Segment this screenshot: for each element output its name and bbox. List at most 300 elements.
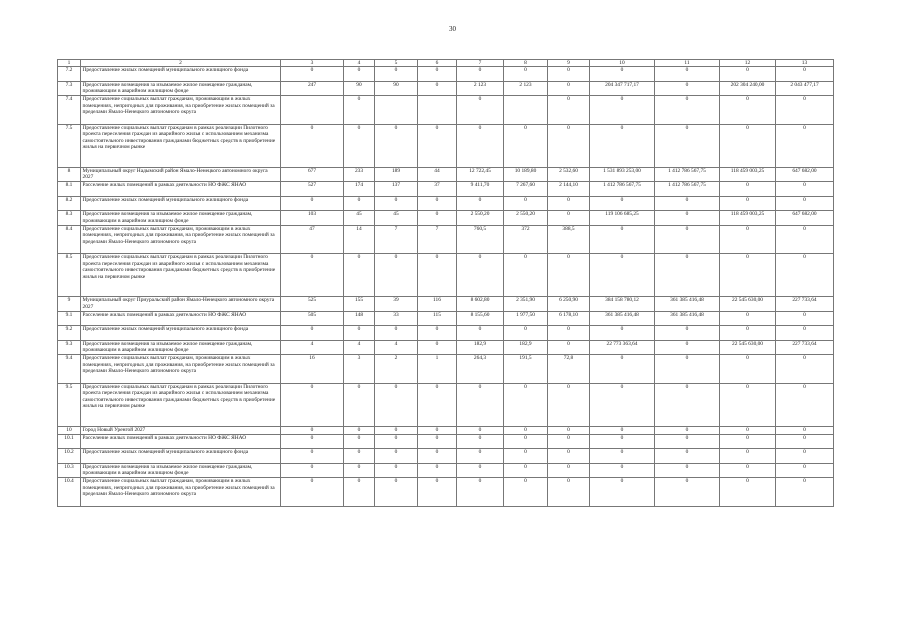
value-cell: 0 <box>548 383 590 426</box>
value-cell: 0 <box>776 383 834 426</box>
table-row <box>58 355 834 384</box>
row-number-cell: 8.5 <box>58 254 81 297</box>
value-cell: 2 144,10 <box>548 182 590 197</box>
value-cell: 0 <box>548 124 590 167</box>
value-cell: 0 <box>590 196 655 211</box>
row-number-cell: 7.5 <box>58 124 81 167</box>
value-cell: 0 <box>504 463 548 478</box>
value-cell: 39 <box>375 297 418 312</box>
value-cell: 0 <box>457 426 504 434</box>
value-cell: 0 <box>776 449 834 464</box>
row-number-cell: 9.3 <box>58 340 81 355</box>
value-cell: 647 682,00 <box>776 167 834 182</box>
value-cell: 0 <box>375 124 418 167</box>
value-cell: 0 <box>590 326 655 341</box>
value-cell: 0 <box>720 355 776 384</box>
value-cell: 4 <box>375 340 418 355</box>
value-cell: 0 <box>418 124 457 167</box>
header-cell: 6 <box>418 60 457 67</box>
value-cell: 2 043 477,17 <box>776 81 834 96</box>
value-cell: 0 <box>590 434 655 449</box>
row-name-cell: Предоставление социальных выплат гражданам в рамках реализации Пилотного проекта переселения граждан из аварийного жилья с использованием механизма самостоятельного инвестирования гражданами бюджетных средств в приобретение жилья на первичном рынке <box>81 383 281 426</box>
value-cell: 0 <box>457 96 504 125</box>
table-row <box>58 254 834 297</box>
value-cell: 0 <box>457 326 504 341</box>
resettlement-table <box>57 59 834 507</box>
row-name-cell: Предоставление социальных выплат гражданам в рамках реализации Пилотного проекта переселения граждан из аварийного жилья с использованием механизма самостоятельного инвестирования гражданами бюджетных средств в приобретение жилья на первичном рынке <box>81 254 281 297</box>
value-cell: 22 773 363,64 <box>590 340 655 355</box>
value-cell: 0 <box>344 426 375 434</box>
value-cell: 0 <box>281 67 344 82</box>
value-cell: 1 412 786 567,75 <box>655 167 720 182</box>
value-cell: 0 <box>655 355 720 384</box>
value-cell: 0 <box>548 81 590 96</box>
value-cell: 0 <box>281 326 344 341</box>
value-cell: 0 <box>590 426 655 434</box>
value-cell: 0 <box>655 434 720 449</box>
value-cell: 0 <box>418 340 457 355</box>
value-cell: 227 733,64 <box>776 297 834 312</box>
value-cell: 388,5 <box>548 225 590 254</box>
value-cell: 0 <box>457 254 504 297</box>
row-name-cell: Расселение жилых помещений в рамках деятельности НО ФЖС ЯНАО <box>81 182 281 197</box>
header-cell: 11 <box>655 60 720 67</box>
value-cell: 0 <box>655 196 720 211</box>
value-cell: 0 <box>720 225 776 254</box>
value-cell: 116 <box>418 297 457 312</box>
value-cell: 2 532,60 <box>548 167 590 182</box>
value-cell: 0 <box>590 67 655 82</box>
value-cell: 233 <box>344 167 375 182</box>
value-cell: 0 <box>655 225 720 254</box>
value-cell: 7 267,60 <box>504 182 548 197</box>
row-name-cell: Предоставление возмещения за изымаемое жилое помещение гражданам, проживающим в аварийном жилищном фонде <box>81 81 281 96</box>
row-name-cell: Предоставление жилых помещений муниципального жилищного фонда <box>81 196 281 211</box>
value-cell: 0 <box>375 254 418 297</box>
page-number: 30 <box>449 25 456 33</box>
value-cell: 72,8 <box>548 355 590 384</box>
table-row <box>58 96 834 125</box>
value-cell: 0 <box>344 434 375 449</box>
value-cell: 1 <box>418 355 457 384</box>
table-row <box>58 67 834 82</box>
value-cell: 0 <box>720 67 776 82</box>
row-name-cell: Предоставление социальных выплат гражданам в рамках реализации Пилотного проекта переселения граждан из аварийного жилья с использованием механизма самостоятельного инвестирования гражданами бюджетных средств в приобретение жилья на первичном рынке <box>81 124 281 167</box>
value-cell: 0 <box>281 478 344 507</box>
value-cell: 0 <box>720 311 776 326</box>
value-cell: 137 <box>375 182 418 197</box>
value-cell: 0 <box>375 67 418 82</box>
value-cell: 0 <box>590 96 655 125</box>
value-cell: 0 <box>457 478 504 507</box>
value-cell: 0 <box>655 426 720 434</box>
row-number-cell: 8 <box>58 167 81 182</box>
value-cell: 0 <box>548 196 590 211</box>
value-cell: 0 <box>418 449 457 464</box>
row-number-cell: 7.2 <box>58 67 81 82</box>
value-cell: 8 602,80 <box>457 297 504 312</box>
value-cell: 14 <box>344 225 375 254</box>
row-name-cell: Предоставление социальных выплат гражданам, проживающим в жилых помещениях, непригодных для проживания, на приобретение жилых помещений за пределами Ямало-Ненецкого автономного округа <box>81 225 281 254</box>
value-cell: 0 <box>375 383 418 426</box>
value-cell <box>504 96 548 125</box>
value-cell: 47 <box>281 225 344 254</box>
header-cell: 13 <box>776 60 834 67</box>
value-cell: 0 <box>344 383 375 426</box>
table-row <box>58 426 834 434</box>
value-cell: 0 <box>281 196 344 211</box>
value-cell: 0 <box>776 96 834 125</box>
value-cell: 0 <box>776 254 834 297</box>
value-cell: 0 <box>418 478 457 507</box>
value-cell: 505 <box>281 311 344 326</box>
value-cell: 0 <box>504 383 548 426</box>
value-cell: 0 <box>504 434 548 449</box>
value-cell <box>418 96 457 125</box>
header-cell: 3 <box>281 60 344 67</box>
value-cell: 12 722,45 <box>457 167 504 182</box>
value-cell: 0 <box>776 355 834 384</box>
value-cell: 2 <box>375 355 418 384</box>
value-cell: 0 <box>375 196 418 211</box>
header-cell: 2 <box>81 60 281 67</box>
header-row <box>58 60 834 67</box>
value-cell: 0 <box>418 383 457 426</box>
value-cell: 0 <box>776 182 834 197</box>
value-cell: 0 <box>504 449 548 464</box>
value-cell: 0 <box>457 434 504 449</box>
row-name-cell: Предоставление социальных выплат гражданам, проживающим в жилых помещениях, непригодных для проживания, на приобретение жилых помещений за пределами Ямало-Ненецкого автономного округа <box>81 478 281 507</box>
value-cell: 0 <box>504 426 548 434</box>
table-row <box>58 311 834 326</box>
value-cell: 4 <box>344 340 375 355</box>
row-name-cell: Предоставление жилых помещений муниципального жилищного фонда <box>81 326 281 341</box>
value-cell: 119 106 685,25 <box>590 211 655 226</box>
table-row <box>58 211 834 226</box>
row-name-cell: Предоставление возмещения за изымаемое жилое помещение гражданам, проживающим в аварийном жилищном фонде <box>81 211 281 226</box>
header-cell: 10 <box>590 60 655 67</box>
value-cell: 118 459 003,25 <box>720 211 776 226</box>
table-row <box>58 124 834 167</box>
value-cell: 0 <box>776 478 834 507</box>
value-cell: 0 <box>418 67 457 82</box>
table-body <box>58 60 834 507</box>
value-cell: 0 <box>776 426 834 434</box>
value-cell: 148 <box>344 311 375 326</box>
value-cell: 0 <box>655 478 720 507</box>
value-cell: 4 <box>281 340 344 355</box>
value-cell: 0 <box>504 254 548 297</box>
value-cell: 103 <box>281 211 344 226</box>
value-cell: 90 <box>375 81 418 96</box>
row-number-cell: 10.1 <box>58 434 81 449</box>
value-cell: 0 <box>457 449 504 464</box>
row-number-cell: 8.3 <box>58 211 81 226</box>
value-cell: 0 <box>776 311 834 326</box>
value-cell: 0 <box>548 67 590 82</box>
value-cell: 1 977,50 <box>504 311 548 326</box>
value-cell: 227 733,64 <box>776 340 834 355</box>
value-cell: 0 <box>418 81 457 96</box>
value-cell: 0 <box>375 434 418 449</box>
table-row <box>58 449 834 464</box>
value-cell: 0 <box>281 383 344 426</box>
value-cell: 0 <box>344 463 375 478</box>
value-cell: 8 155,60 <box>457 311 504 326</box>
value-cell: 0 <box>776 463 834 478</box>
value-cell: 361 385 416,48 <box>655 311 720 326</box>
value-cell: 264,3 <box>457 355 504 384</box>
value-cell: 115 <box>418 311 457 326</box>
value-cell: 0 <box>776 225 834 254</box>
value-cell: 0 <box>418 426 457 434</box>
value-cell: 0 <box>504 196 548 211</box>
table-row <box>58 196 834 211</box>
row-name-cell: Предоставление жилых помещений муниципального жилищного фонда <box>81 67 281 82</box>
row-number-cell: 8.2 <box>58 196 81 211</box>
value-cell: 0 <box>418 326 457 341</box>
value-cell: 45 <box>344 211 375 226</box>
table-row <box>58 340 834 355</box>
value-cell: 0 <box>457 67 504 82</box>
value-cell: 361 385 416,48 <box>655 297 720 312</box>
value-cell: 0 <box>655 211 720 226</box>
row-number-cell: 10.2 <box>58 449 81 464</box>
value-cell: 0 <box>344 478 375 507</box>
value-cell: 2 351,90 <box>504 297 548 312</box>
value-cell: 0 <box>590 225 655 254</box>
value-cell: 191,5 <box>504 355 548 384</box>
value-cell: 182,9 <box>504 340 548 355</box>
value-cell: 0 <box>655 81 720 96</box>
header-cell: 12 <box>720 60 776 67</box>
value-cell: 0 <box>655 326 720 341</box>
row-name-cell: Предоставление социальных выплат гражданам, проживающим в жилых помещениях, непригодных для проживания, на приобретение жилых помещений за пределами Ямало-Ненецкого автономного округа <box>81 355 281 384</box>
value-cell: 7 <box>375 225 418 254</box>
value-cell: 0 <box>375 478 418 507</box>
value-cell: 525 <box>281 297 344 312</box>
value-cell: 2 123 <box>504 81 548 96</box>
value-cell: 0 <box>344 124 375 167</box>
value-cell: 0 <box>548 340 590 355</box>
value-cell: 0 <box>720 434 776 449</box>
header-cell: 4 <box>344 60 375 67</box>
value-cell: 0 <box>590 449 655 464</box>
value-cell: 0 <box>418 211 457 226</box>
value-cell: 0 <box>720 383 776 426</box>
value-cell: 0 <box>548 463 590 478</box>
value-cell: 0 <box>548 254 590 297</box>
value-cell: 0 <box>457 124 504 167</box>
row-name-cell: Муниципальный округ Надымский район Ямало-Ненецкого автономного округа 2027 <box>81 167 281 182</box>
row-number-cell: 10 <box>58 426 81 434</box>
value-cell: 0 <box>281 434 344 449</box>
table-row <box>58 81 834 96</box>
table-row <box>58 167 834 182</box>
value-cell: 0 <box>281 449 344 464</box>
value-cell: 0 <box>418 434 457 449</box>
table-row <box>58 478 834 507</box>
value-cell: 247 <box>281 81 344 96</box>
value-cell: 0 <box>590 124 655 167</box>
value-cell: 7 <box>418 225 457 254</box>
value-cell: 0 <box>281 254 344 297</box>
value-cell: 0 <box>655 96 720 125</box>
value-cell: 182,9 <box>457 340 504 355</box>
value-cell: 0 <box>375 426 418 434</box>
header-cell: 8 <box>504 60 548 67</box>
value-cell: 37 <box>418 182 457 197</box>
value-cell: 189 <box>375 167 418 182</box>
value-cell: 2 550,20 <box>457 211 504 226</box>
table-row <box>58 434 834 449</box>
value-cell: 45 <box>375 211 418 226</box>
value-cell: 0 <box>457 196 504 211</box>
value-cell: 0 <box>720 463 776 478</box>
value-cell: 3 <box>344 355 375 384</box>
value-cell: 0 <box>776 434 834 449</box>
value-cell: 647 682,00 <box>776 211 834 226</box>
value-cell: 44 <box>418 167 457 182</box>
value-cell: 0 <box>776 326 834 341</box>
value-cell: 0 <box>590 383 655 426</box>
value-cell: 0 <box>281 124 344 167</box>
row-number-cell: 9.2 <box>58 326 81 341</box>
value-cell: 0 <box>655 383 720 426</box>
value-cell: 0 <box>548 326 590 341</box>
table-row <box>58 383 834 426</box>
value-cell: 0 <box>504 326 548 341</box>
value-cell: 0 <box>720 449 776 464</box>
value-cell: 22 545 630,00 <box>720 297 776 312</box>
value-cell: 0 <box>548 426 590 434</box>
value-cell: 174 <box>344 182 375 197</box>
value-cell: 0 <box>344 326 375 341</box>
value-cell: 9 411,70 <box>457 182 504 197</box>
value-cell: 10 189,80 <box>504 167 548 182</box>
value-cell: 0 <box>504 478 548 507</box>
row-number-cell: 10.3 <box>58 463 81 478</box>
row-name-cell: Расселение жилых помещений в рамках деятельности НО ФЖС ЯНАО <box>81 434 281 449</box>
value-cell: 0 <box>655 254 720 297</box>
value-cell: 90 <box>344 81 375 96</box>
row-name-cell: Муниципальный округ Приуральский район Ямало-Ненецкого автономного округа 2027 <box>81 297 281 312</box>
table-row <box>58 326 834 341</box>
value-cell: 202 304 240,00 <box>720 81 776 96</box>
row-name-cell: Предоставление возмещения за изымаемое жилое помещение гражданам, проживающим в аварийном жилищном фонде <box>81 340 281 355</box>
value-cell: 0 <box>375 463 418 478</box>
header-cell: 9 <box>548 60 590 67</box>
value-cell: 0 <box>548 449 590 464</box>
value-cell: 527 <box>281 182 344 197</box>
row-number-cell: 9.5 <box>58 383 81 426</box>
table-row <box>58 463 834 478</box>
value-cell: 0 <box>548 478 590 507</box>
row-number-cell: 10.4 <box>58 478 81 507</box>
table-row <box>58 182 834 197</box>
value-cell: 0 <box>720 326 776 341</box>
value-cell: 0 <box>720 478 776 507</box>
value-cell <box>375 96 418 125</box>
value-cell: 677 <box>281 167 344 182</box>
value-cell: 1 531 893 253,00 <box>590 167 655 182</box>
row-number-cell: 9.1 <box>58 311 81 326</box>
value-cell: 0 <box>418 463 457 478</box>
value-cell: 0 <box>655 124 720 167</box>
row-number-cell: 8.4 <box>58 225 81 254</box>
value-cell: 0 <box>344 67 375 82</box>
value-cell: 155 <box>344 297 375 312</box>
value-cell: 0 <box>457 383 504 426</box>
value-cell: 384 158 780,12 <box>590 297 655 312</box>
value-cell: 0 <box>776 67 834 82</box>
value-cell: 16 <box>281 355 344 384</box>
value-cell: 0 <box>344 96 375 125</box>
value-cell: 0 <box>720 124 776 167</box>
value-cell: 0 <box>418 254 457 297</box>
value-cell: 0 <box>655 340 720 355</box>
value-cell: 0 <box>590 463 655 478</box>
row-name-cell: Предоставление жилых помещений муниципального жилищного фонда <box>81 449 281 464</box>
row-name-cell: Расселение жилых помещений в рамках деятельности НО ФЖС ЯНАО <box>81 311 281 326</box>
value-cell: 6 178,10 <box>548 311 590 326</box>
row-name-cell: Предоставление возмещения за изымаемое жилое помещение гражданам, проживающим в аварийном жилищном фонде <box>81 463 281 478</box>
value-cell: 0 <box>281 426 344 434</box>
row-number-cell: 9.4 <box>58 355 81 384</box>
value-cell: 760,5 <box>457 225 504 254</box>
table-row <box>58 297 834 312</box>
value-cell: 0 <box>281 463 344 478</box>
value-cell: 1 412 786 567,75 <box>655 182 720 197</box>
row-name-cell: Город Новый Уренгой 2027 <box>81 426 281 434</box>
value-cell: 2 550,20 <box>504 211 548 226</box>
value-cell: 204 347 717,17 <box>590 81 655 96</box>
value-cell: 0 <box>655 463 720 478</box>
value-cell: 0 <box>375 449 418 464</box>
header-cell: 5 <box>375 60 418 67</box>
value-cell: 0 <box>720 426 776 434</box>
value-cell: 0 <box>720 182 776 197</box>
row-number-cell: 8.1 <box>58 182 81 197</box>
value-cell: 6 250,90 <box>548 297 590 312</box>
row-name-cell: Предоставление социальных выплат гражданам, проживающим в жилых помещениях, непригодных для проживания, на приобретение жилых помещений за пределами Ямало-Ненецкого автономного округа <box>81 96 281 125</box>
header-cell: 7 <box>457 60 504 67</box>
value-cell: 22 545 630,00 <box>720 340 776 355</box>
value-cell: 0 <box>590 355 655 384</box>
value-cell <box>281 96 344 125</box>
header-cell: 1 <box>58 60 81 67</box>
row-number-cell: 9 <box>58 297 81 312</box>
value-cell: 118 459 003,25 <box>720 167 776 182</box>
value-cell: 0 <box>776 196 834 211</box>
value-cell: 33 <box>375 311 418 326</box>
row-number-cell: 7.3 <box>58 81 81 96</box>
value-cell: 0 <box>344 196 375 211</box>
value-cell: 1 412 786 567,75 <box>590 182 655 197</box>
value-cell: 0 <box>375 326 418 341</box>
value-cell: 0 <box>720 196 776 211</box>
value-cell: 0 <box>720 96 776 125</box>
value-cell: 0 <box>504 124 548 167</box>
value-cell: 0 <box>344 449 375 464</box>
table-row <box>58 225 834 254</box>
value-cell: 0 <box>590 478 655 507</box>
value-cell: 0 <box>504 67 548 82</box>
value-cell: 0 <box>720 254 776 297</box>
value-cell: 0 <box>457 463 504 478</box>
value-cell: 0 <box>548 434 590 449</box>
value-cell: 0 <box>548 96 590 125</box>
